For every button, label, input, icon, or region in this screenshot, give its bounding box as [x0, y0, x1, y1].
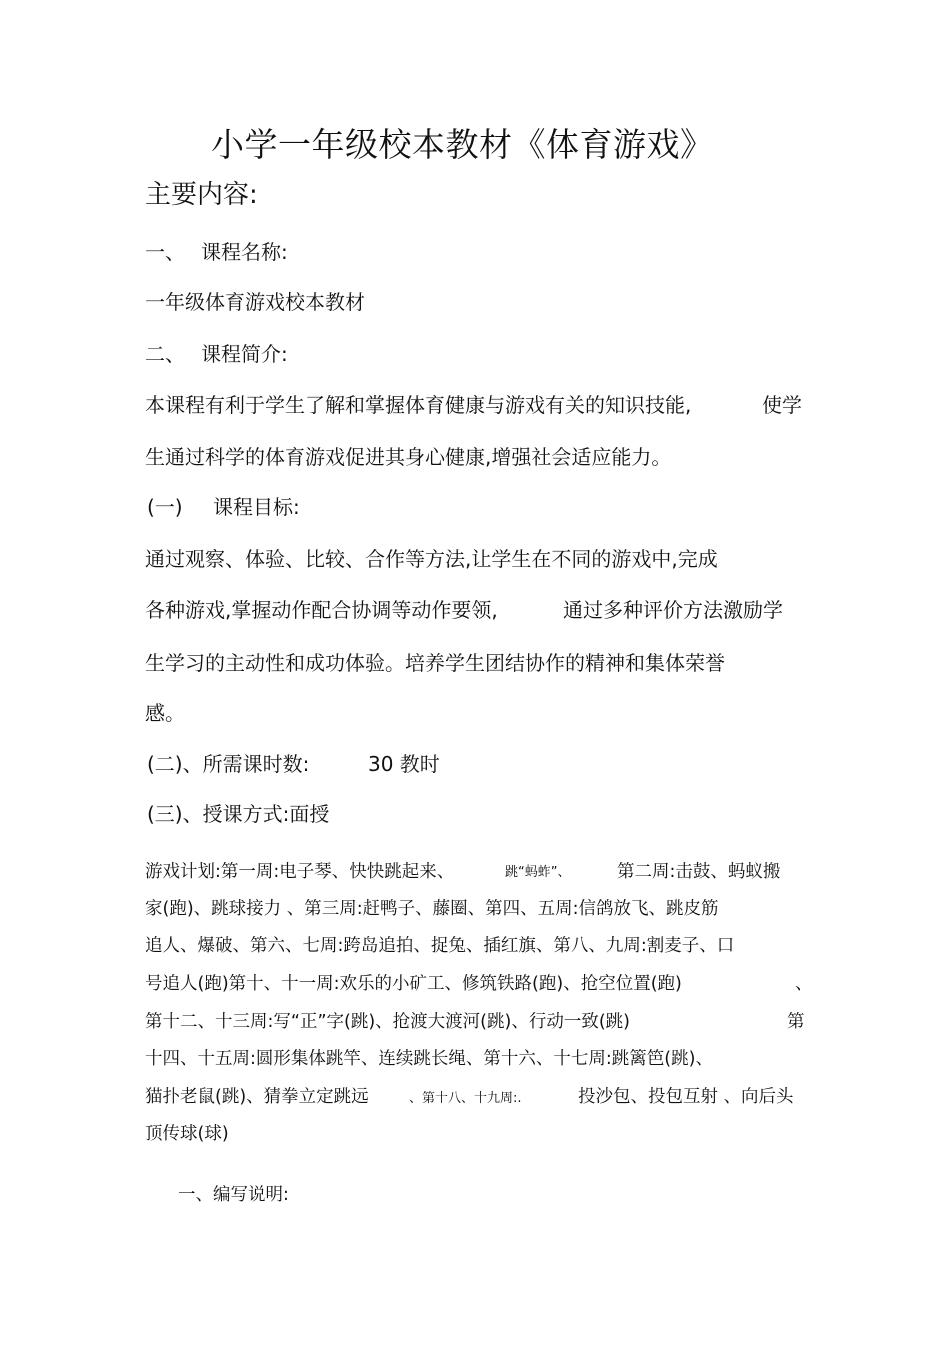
plan-line-1-mid: 跳“蚂蚱”、 — [505, 865, 571, 880]
goal-line-1: 通过观察、体验、比较、合作等方法,让学生在不同的游戏中,完成 — [145, 547, 718, 571]
course-name: 一年级体育游戏校本教材 — [145, 290, 365, 314]
document-title: 小学一年级校本教材《体育游戏》 — [211, 125, 714, 164]
plan-line-4: 号追人(跑)第十、十一周:欢乐的小矿工、修筑铁路(跑)、抢空位置(跑) — [145, 974, 682, 994]
goal-line-4: 感。 — [145, 701, 185, 725]
plan-line-8: 顶传球(球) — [145, 1124, 229, 1144]
intro-line-1: 本课程有利于学生了解和掌握体育健康与游戏有关的知识技能, — [145, 393, 692, 417]
section-2-number: 二、 — [145, 342, 185, 366]
intro-line-1-end: 使学 — [762, 393, 802, 417]
plan-line-7-mid: 、第十八、十九周:. — [409, 1091, 522, 1106]
plan-line-3: 追人、爆破、第六、七周:跨岛追拍、捉兔、插红旗、第八、九周:割麦子、口 — [145, 936, 735, 956]
goal-line-2-end: 通过多种评价方法激励学 — [563, 598, 783, 622]
goal-number: (一) — [147, 495, 183, 519]
plan-line-4-end: 、 — [795, 974, 813, 994]
plan-line-5-end: 第 — [787, 1012, 805, 1032]
section-3-heading: 一、编写说明: — [178, 1185, 289, 1205]
plan-line-2: 家(跑)、跳球接力 、第三周:赶鸭子、藤圈、第四、五周:信鸽放飞、跳皮筋 — [145, 899, 719, 919]
hours-label: (二)、所需课时数: — [147, 752, 310, 776]
plan-line-5: 第十二、十三周:写“正”字(跳)、抢渡大渡河(跳)、行动一致(跳) — [145, 1012, 630, 1032]
plan-line-6: 十四、十五周:圆形集体跳竿、连续跳长绳、第十六、十七周:跳篱笆(跳)、 — [145, 1049, 713, 1069]
goal-label: 课程目标: — [213, 495, 300, 519]
plan-line-1-end: 第二周:击鼓、蚂蚁搬 — [617, 862, 781, 882]
goal-line-3: 生学习的主动性和成功体验。培养学生团结协作的精神和集体荣誉 — [145, 651, 725, 675]
plan-line-1: 游戏计划:第一周:电子琴、快快跳起来、 — [145, 862, 455, 882]
goal-line-2: 各种游戏,掌握动作配合协调等动作要领, — [145, 598, 498, 622]
plan-line-7-end: 投沙包、投包互射 、向后头 — [578, 1087, 794, 1107]
section-2-label: 课程简介: — [201, 342, 288, 366]
intro-line-2: 生通过科学的体育游戏促进其身心健康,增强社会适应能力。 — [145, 445, 672, 469]
teaching-mode: (三)、授课方式:面授 — [147, 802, 330, 826]
section-1-number: 一、 — [145, 240, 185, 264]
main-heading: 主要内容: — [145, 180, 258, 210]
plan-line-7: 猫扑老鼠(跳)、猜拳立定跳远 — [145, 1087, 369, 1107]
hours-value: 30 教时 — [368, 752, 440, 776]
section-1-label: 课程名称: — [201, 240, 288, 264]
